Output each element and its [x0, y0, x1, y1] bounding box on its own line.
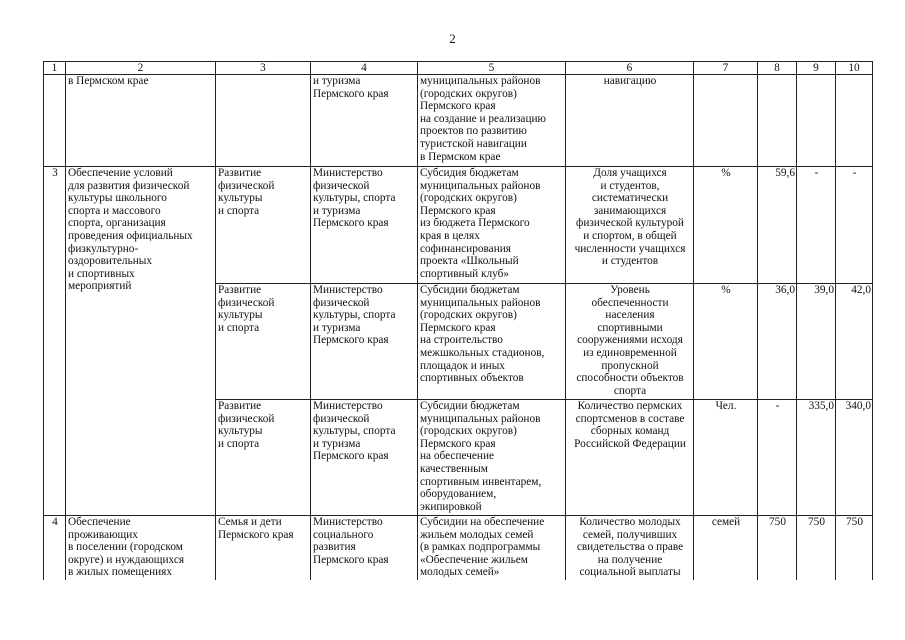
col-number-4: 4	[311, 62, 418, 75]
cell-value-8	[758, 75, 797, 167]
cell-unit: Чел.	[694, 400, 758, 516]
cell-indicator: Доля учащихся и студентов, систематически занимающихся физической культурой и спортом, в общей численности учащихся и студентов	[566, 167, 694, 284]
cell-value-8: -	[758, 400, 797, 516]
program-table	[43, 61, 873, 580]
cell-value-10	[836, 75, 873, 167]
cell-unit: семей	[694, 516, 758, 580]
cell-unit: %	[694, 284, 758, 400]
cell-executor: Министерство физической культуры, спорта и туризма Пермского края	[311, 284, 418, 400]
cell-subsidy: Субсидии бюджетам муниципальных районов (городских округов) Пермского края на строительство межшкольных стадионов, площадок и иных спортивных объектов	[418, 284, 566, 400]
page-number: 2	[449, 31, 456, 46]
cell-unit: %	[694, 167, 758, 284]
cell-value-9	[797, 75, 836, 167]
cell-value-10: 750	[836, 516, 873, 580]
cell-program: Развитие физической культуры и спорта	[216, 167, 311, 284]
table-row-4	[44, 516, 873, 580]
cell-value-8: 36,0	[758, 284, 797, 400]
cell-subsidy: Субсидии бюджетам муниципальных районов (городских округов) Пермского края на обеспечение качественным спортивным инвентарем, оборудованием, экипировкой	[418, 400, 566, 516]
table-row-3a	[44, 167, 873, 284]
cell-program	[216, 75, 311, 167]
cell-subsidy: муниципальных районов (городских округов) Пермского края на создание и реализацию проектов по развитию туристской навигации в Пермском крае	[418, 75, 566, 167]
cell-executor: Министерство физической культуры, спорта и туризма Пермского края	[311, 167, 418, 284]
cell-program: Развитие физической культуры и спорта	[216, 400, 311, 516]
cell-executor: и туризма Пермского края	[311, 75, 418, 167]
col-number-9: 9	[797, 62, 836, 75]
cell-program: Семья и дети Пермского края	[216, 516, 311, 580]
cell-value-9: -	[797, 167, 836, 284]
cell-executor: Министерство физической культуры, спорта и туризма Пермского края	[311, 400, 418, 516]
col-number-10: 10	[836, 62, 873, 75]
cell-goal: Обеспечение проживающих в поселении (городском округе) и нуждающихся в жилых помещениях	[66, 516, 216, 580]
cell-program: Развитие физической культуры и спорта	[216, 284, 311, 400]
cell-value-9: 39,0	[797, 284, 836, 400]
cell-goal: в Пермском крае	[66, 75, 216, 167]
row-number: 4	[44, 516, 66, 580]
table-row-continuation	[44, 75, 873, 167]
col-number-3: 3	[216, 62, 311, 75]
col-number-1: 1	[44, 62, 66, 75]
cell-value-10: -	[836, 167, 873, 284]
cell-subsidy: Субсидии на обеспечение жильем молодых семей (в рамках подпрограммы «Обеспечение жильем молодых семей»	[418, 516, 566, 580]
row-number: 3	[44, 167, 66, 516]
col-number-7: 7	[694, 62, 758, 75]
column-number-row	[44, 62, 873, 75]
cell-executor: Министерство социального развития Пермского края	[311, 516, 418, 580]
cell-value-8: 59,6	[758, 167, 797, 284]
cell-value-9: 750	[797, 516, 836, 580]
col-number-2: 2	[66, 62, 216, 75]
cell-indicator: Количество молодых семей, получивших свидетельства о праве на получение социальной выплаты	[566, 516, 694, 580]
cell-indicator: Количество пермских спортсменов в составе сборных команд Российской Федерации	[566, 400, 694, 516]
row-number	[44, 75, 66, 167]
col-number-5: 5	[418, 62, 566, 75]
cell-value-10: 42,0	[836, 284, 873, 400]
cell-goal: Обеспечение условий для развития физической культуры школьного спорта и массового спорта, организация проведения официальных физкультурно- оздоровительных и спортивных мероприятий	[66, 167, 216, 516]
cell-value-9: 335,0	[797, 400, 836, 516]
cell-value-10: 340,0	[836, 400, 873, 516]
col-number-6: 6	[566, 62, 694, 75]
cell-indicator: Уровень обеспеченности населения спортивными сооружениями исходя из единовременной пропускной способности объектов спорта	[566, 284, 694, 400]
cell-value-8: 750	[758, 516, 797, 580]
cell-subsidy: Субсидия бюджетам муниципальных районов (городских округов) Пермского края из бюджета Пермского края в целях софинансирования проекта «Школьный спортивный клуб»	[418, 167, 566, 284]
col-number-8: 8	[758, 62, 797, 75]
cell-indicator: навигацию	[566, 75, 694, 167]
cell-unit	[694, 75, 758, 167]
